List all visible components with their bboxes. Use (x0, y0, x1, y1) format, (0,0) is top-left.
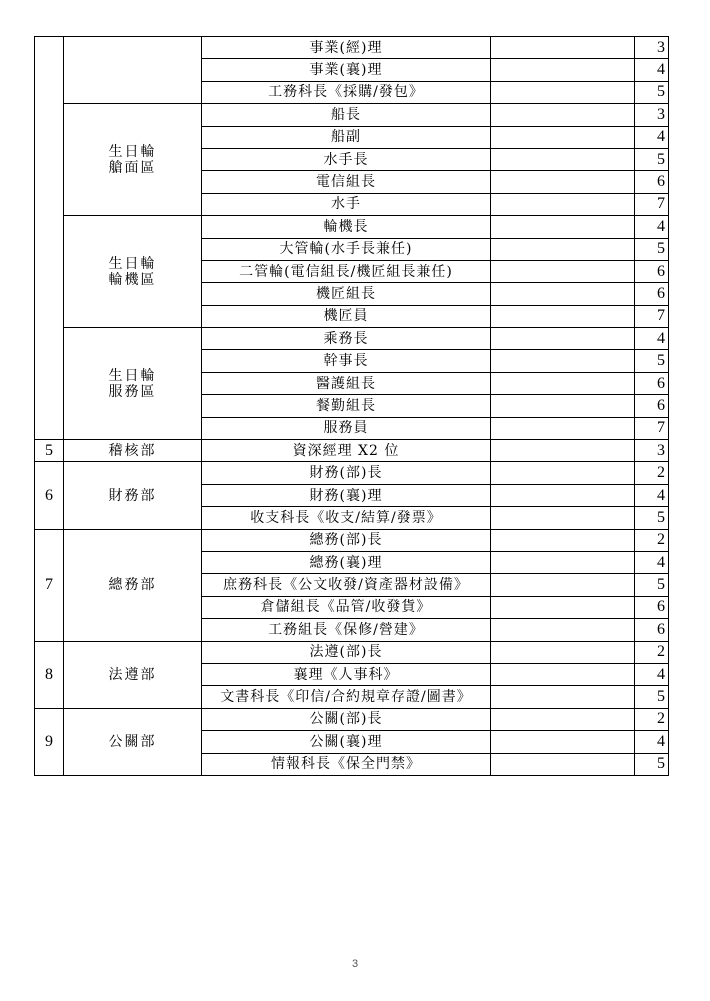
level-cell: 3 (635, 440, 669, 462)
position-title-cell: 醫護組長 (202, 372, 491, 394)
table-row (35, 216, 669, 238)
position-title-cell: 財務(部)長 (202, 462, 491, 484)
level-cell: 6 (635, 260, 669, 282)
level-cell: 3 (635, 37, 669, 59)
level-cell: 5 (635, 238, 669, 260)
org-chart-table (34, 36, 669, 776)
level-cell: 6 (635, 619, 669, 641)
blank-cell (491, 328, 635, 350)
blank-cell (491, 551, 635, 573)
level-cell: 4 (635, 663, 669, 685)
level-cell: 5 (635, 148, 669, 170)
position-title-cell: 工務組長《保修/營建》 (202, 619, 491, 641)
unit-number-cell: 8 (35, 641, 64, 708)
position-title-cell: 收支科長《收支/結算/發票》 (202, 507, 491, 529)
level-cell: 4 (635, 216, 669, 238)
department-cell (64, 462, 202, 529)
blank-cell (491, 708, 635, 730)
department-cell (64, 440, 202, 462)
department-cell (64, 37, 202, 104)
blank-cell (491, 126, 635, 148)
blank-cell (491, 574, 635, 596)
blank-cell (491, 193, 635, 215)
blank-cell (491, 37, 635, 59)
table-row (35, 440, 669, 462)
position-title-cell: 大管輪(水手長兼任) (202, 238, 491, 260)
level-cell: 6 (635, 372, 669, 394)
level-cell: 2 (635, 462, 669, 484)
position-title-cell: 情報科長《保全門禁》 (202, 753, 491, 775)
level-cell: 5 (635, 507, 669, 529)
table-row (35, 641, 669, 663)
position-title-cell: 乘務長 (202, 328, 491, 350)
level-cell: 5 (635, 350, 669, 372)
level-cell: 5 (635, 686, 669, 708)
blank-cell (491, 283, 635, 305)
position-title-cell: 文書科長《印信/合約規章存證/圖書》 (202, 686, 491, 708)
table-row (35, 104, 669, 126)
position-title-cell: 庶務科長《公文收發/資產器材設備》 (202, 574, 491, 596)
blank-cell (491, 440, 635, 462)
level-cell: 4 (635, 731, 669, 753)
blank-cell (491, 216, 635, 238)
level-cell: 7 (635, 193, 669, 215)
position-title-cell: 襄理《人事科》 (202, 663, 491, 685)
blank-cell (491, 507, 635, 529)
position-title-cell: 輪機長 (202, 216, 491, 238)
position-title-cell: 事業(襄)理 (202, 59, 491, 81)
position-title-cell: 二管輪(電信組長/機匠組長兼任) (202, 260, 491, 282)
blank-cell (491, 417, 635, 439)
level-cell: 2 (635, 708, 669, 730)
position-title-cell: 公關(部)長 (202, 708, 491, 730)
level-cell: 5 (635, 574, 669, 596)
level-cell: 4 (635, 59, 669, 81)
blank-cell (491, 529, 635, 551)
department-cell (64, 104, 202, 216)
blank-cell (491, 148, 635, 170)
department-cell (64, 708, 202, 775)
level-cell: 6 (635, 395, 669, 417)
position-title-cell: 餐勤組長 (202, 395, 491, 417)
table-row (35, 328, 669, 350)
blank-cell (491, 731, 635, 753)
position-title-cell: 機匠員 (202, 305, 491, 327)
blank-cell (491, 462, 635, 484)
level-cell: 2 (635, 641, 669, 663)
level-cell: 7 (635, 305, 669, 327)
level-cell: 5 (635, 753, 669, 775)
position-title-cell: 事業(經)理 (202, 37, 491, 59)
table-row (35, 708, 669, 730)
page-number: 3 (351, 958, 359, 970)
department-cell (64, 641, 202, 708)
org-table-body (35, 37, 669, 776)
position-title-cell: 總務(部)長 (202, 529, 491, 551)
department-name-line: 生日輪 (108, 143, 157, 160)
level-cell: 7 (635, 417, 669, 439)
position-title-cell: 電信組長 (202, 171, 491, 193)
blank-cell (491, 686, 635, 708)
level-cell: 4 (635, 484, 669, 506)
level-cell: 6 (635, 171, 669, 193)
position-title-cell: 倉儲組長《品管/收發貨》 (202, 596, 491, 618)
department-name-line: 財務部 (108, 487, 157, 504)
unit-number-cell: 7 (35, 529, 64, 641)
unit-number-cell: 6 (35, 462, 64, 529)
blank-cell (491, 641, 635, 663)
position-title-cell: 幹事長 (202, 350, 491, 372)
level-cell: 5 (635, 81, 669, 103)
position-title-cell: 船副 (202, 126, 491, 148)
department-cell (64, 529, 202, 641)
level-cell: 3 (635, 104, 669, 126)
blank-cell (491, 663, 635, 685)
blank-cell (491, 372, 635, 394)
department-name-line: 服務區 (108, 383, 157, 400)
department-name-line: 公關部 (108, 733, 157, 750)
level-cell: 6 (635, 283, 669, 305)
department-name-line: 輪機區 (108, 271, 157, 288)
blank-cell (491, 171, 635, 193)
level-cell: 4 (635, 126, 669, 148)
blank-cell (491, 619, 635, 641)
department-name-line: 法遵部 (108, 666, 157, 683)
unit-number-cell: 5 (35, 440, 64, 462)
unit-number-cell: 9 (35, 708, 64, 775)
blank-cell (491, 81, 635, 103)
table-row (35, 37, 669, 59)
department-name-line: 艙面區 (108, 159, 157, 176)
position-title-cell: 財務(襄)理 (202, 484, 491, 506)
blank-cell (491, 596, 635, 618)
position-title-cell: 船長 (202, 104, 491, 126)
level-cell: 4 (635, 328, 669, 350)
blank-cell (491, 260, 635, 282)
blank-cell (491, 305, 635, 327)
blank-cell (491, 484, 635, 506)
position-title-cell: 資深經理 X2 位 (202, 440, 491, 462)
position-title-cell: 總務(襄)理 (202, 551, 491, 573)
blank-cell (491, 395, 635, 417)
blank-cell (491, 59, 635, 81)
department-name-line: 生日輪 (108, 255, 157, 272)
department-name-line: 稽核部 (108, 442, 157, 459)
position-title-cell: 法遵(部)長 (202, 641, 491, 663)
position-title-cell: 水手 (202, 193, 491, 215)
department-name-line: 生日輪 (108, 367, 157, 384)
department-cell (64, 216, 202, 328)
level-cell: 2 (635, 529, 669, 551)
level-cell: 4 (635, 551, 669, 573)
blank-cell (491, 238, 635, 260)
blank-cell (491, 753, 635, 775)
blank-cell (491, 104, 635, 126)
blank-cell (491, 350, 635, 372)
position-title-cell: 工務科長《採購/發包》 (202, 81, 491, 103)
department-name-line: 總務部 (108, 577, 157, 594)
position-title-cell: 服務員 (202, 417, 491, 439)
table-row (35, 529, 669, 551)
unit-number-cell (35, 37, 64, 440)
position-title-cell: 機匠組長 (202, 283, 491, 305)
level-cell: 6 (635, 596, 669, 618)
position-title-cell: 公關(襄)理 (202, 731, 491, 753)
position-title-cell: 水手長 (202, 148, 491, 170)
table-row (35, 462, 669, 484)
department-cell (64, 328, 202, 440)
